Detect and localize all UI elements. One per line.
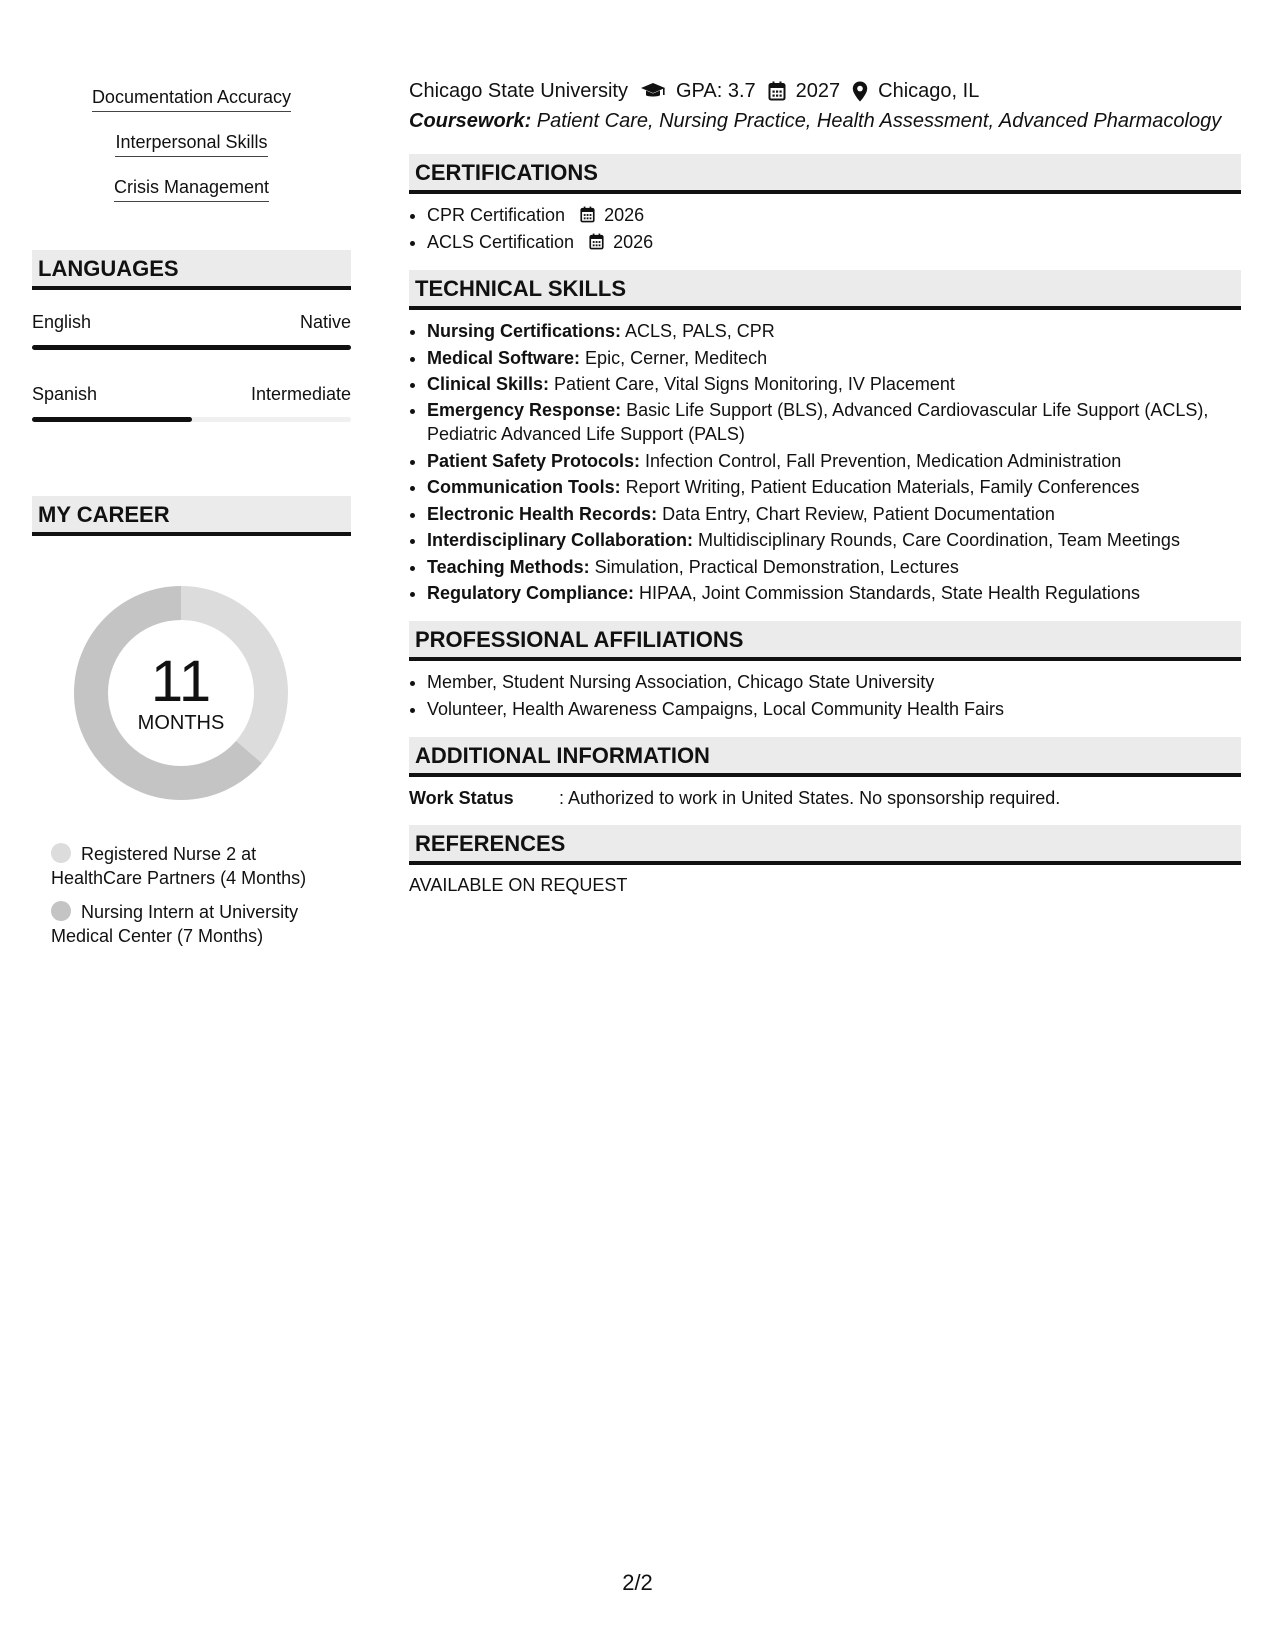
career-legend-item: Registered Nurse 2 at HealthCare Partners (4 Months) (51, 844, 307, 888)
languages-heading: LANGUAGES (32, 250, 351, 290)
education-line (409, 76, 1241, 106)
career-legend-item: Nursing Intern at University Medical Center (7 Months) (51, 902, 299, 946)
career-total-unit: MONTHS (137, 712, 225, 734)
career-total-value: 11 (150, 649, 212, 714)
work-status-label: Work Status (409, 787, 514, 808)
language-proficiency-bar (32, 417, 351, 422)
references-text: AVAILABLE ON REQUEST (409, 874, 628, 895)
language-proficiency-fill (32, 345, 351, 350)
skill-item: • Emergency Response: Basic Life Support (BLS), Advanced Cardiovascular Life Support (ACLS), Pediatric Advanced Life Support (PALS) (427, 398, 1241, 448)
skill-item: • Regulatory Compliance: HIPAA, Joint Commission Standards, State Health Regulations (427, 580, 1241, 607)
affiliation-item: • Volunteer, Health Awareness Campaigns, Local Community Health Fairs (427, 696, 1241, 723)
coursework: Coursework: Patient Care, Nursing Practice, Health Assessment, Advanced Pharmacology (409, 110, 1222, 132)
language-proficiency-bar (32, 345, 351, 350)
skill-item: • Clinical Skills: Patient Care, Vital Signs Monitoring, IV Placement (427, 371, 1241, 398)
work-status-row (409, 785, 1241, 811)
calendar-icon (580, 206, 595, 223)
map-pin-icon (852, 81, 868, 102)
affiliation-item: • Member, Student Nursing Association, Chicago State University (427, 669, 1241, 696)
certification-item: • CPR Certification 2026 (427, 202, 1241, 229)
language-proficiency-fill (32, 417, 192, 422)
legend-dot (51, 901, 71, 921)
sidebar (32, 86, 351, 958)
main-content (409, 76, 1241, 896)
certifications-heading: CERTIFICATIONS (409, 154, 1241, 194)
references-heading: REFERENCES (409, 825, 1241, 865)
skill-item: • Patient Safety Protocols: Infection Control, Fall Prevention, Medication Administration (427, 448, 1241, 475)
skill-tag: Documentation Accuracy (32, 86, 351, 131)
skill-tag: Interpersonal Skills (32, 131, 351, 176)
skill-item: • Teaching Methods: Simulation, Practical Demonstration, Lectures (427, 554, 1241, 581)
page-number: 2/2 (622, 1570, 653, 1595)
gpa: GPA: 3.7 (675, 80, 756, 102)
graduation-year: 2027 (795, 80, 841, 102)
technical-skills-heading: TECHNICAL SKILLS (409, 270, 1241, 310)
calendar-icon (768, 81, 786, 101)
technical-skills-list (409, 318, 1241, 607)
skill-item: • Nursing Certifications: ACLS, PALS, CPR (427, 318, 1241, 345)
career-legend (32, 842, 351, 948)
skill-item: • Medical Software: Epic, Cerner, Meditech (427, 345, 1241, 372)
certification-item: • ACLS Certification 2026 (427, 229, 1241, 256)
skill-item: • Electronic Health Records: Data Entry, Chart Review, Patient Documentation (427, 501, 1241, 528)
language-level: Native (299, 312, 351, 332)
work-status-value: : Authorized to work in United States. No sponsorship required. (559, 787, 1061, 808)
career-donut-chart (66, 578, 296, 808)
language-name: Spanish (32, 384, 98, 404)
language-english (32, 312, 351, 350)
skill-item: • Interdisciplinary Collaboration: Multidisciplinary Rounds, Care Coordination, Team Meetings (427, 527, 1241, 554)
graduation-cap-icon (640, 82, 666, 100)
certifications-list (409, 202, 1241, 256)
language-level: Intermediate (250, 384, 351, 404)
additional-info-heading: ADDITIONAL INFORMATION (409, 737, 1241, 777)
location: Chicago, IL (878, 80, 980, 102)
affiliations-list (409, 669, 1241, 723)
affiliations-heading: PROFESSIONAL AFFILIATIONS (409, 621, 1241, 661)
career-heading: MY CAREER (32, 496, 351, 536)
school-name: Chicago State University (409, 80, 628, 102)
skill-item: • Communication Tools: Report Writing, Patient Education Materials, Family Conferences (427, 474, 1241, 501)
skill-tag: Crisis Management (32, 176, 351, 221)
language-name: English (32, 312, 92, 332)
legend-dot (51, 843, 71, 863)
language-spanish (32, 384, 351, 422)
calendar-icon (589, 233, 604, 250)
